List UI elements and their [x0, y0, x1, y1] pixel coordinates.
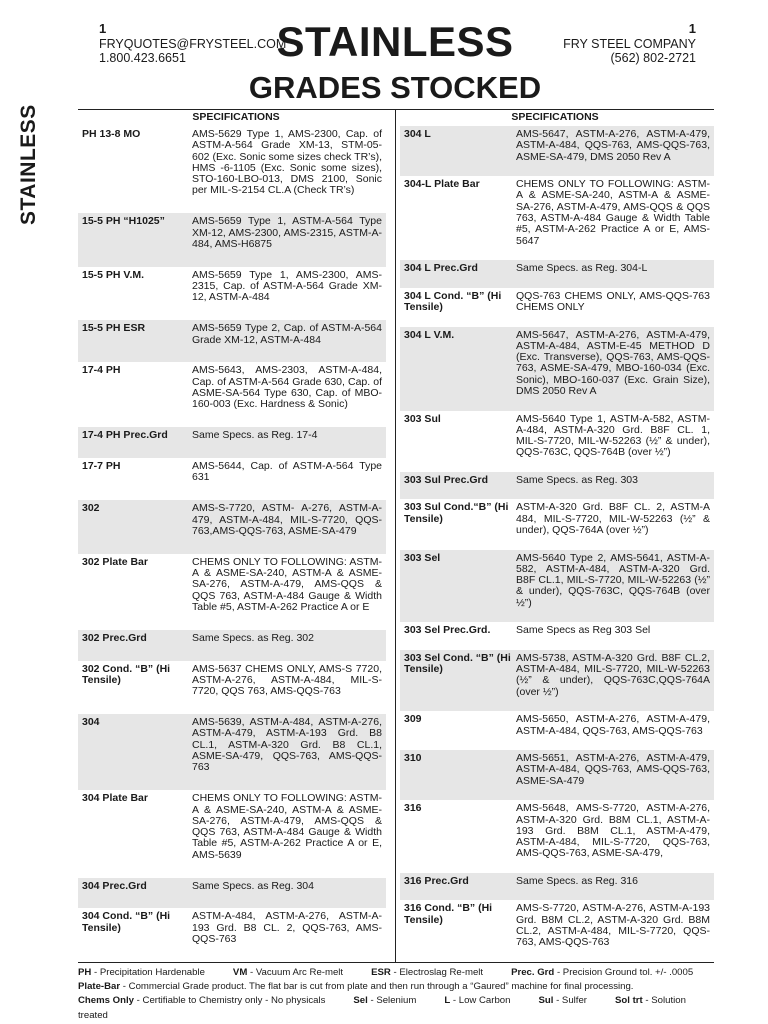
grade-specifications: CHEMS ONLY TO FOLLOWING: ASTM-A & ASME-SA-240, ASTM-A & ASME-SA-276, ASTM-A-479, AMS-QQS & QQS 763, ASTM-A-484 Gauge & Width Table #5, ASTM-A-262 Practice A or E	[192, 555, 382, 613]
table-row	[400, 873, 714, 901]
grade-specifications: Same Specs. as Reg. 304-L	[516, 262, 648, 275]
grade-name: 302 Plate Bar	[82, 555, 148, 568]
table-row	[400, 750, 714, 800]
legend-abbr: VM	[232, 967, 248, 978]
grade-name: 316 Cond. “B” (Hi Tensile)	[404, 902, 493, 926]
table-row	[78, 458, 386, 500]
grade-name: 302 Cond. “B” (Hi Tensile)	[82, 662, 171, 686]
table-row	[400, 288, 714, 327]
legend-abbr: ESR	[371, 967, 391, 978]
legend-item	[511, 967, 695, 978]
page-subtitle: GRADES STOCKED	[248, 70, 542, 105]
table-row	[400, 260, 714, 288]
grade-name: 303 Sul Cond.“B” (Hi Tensile)	[404, 501, 509, 525]
grade-specifications: AMS-5659 Type 2, Cap. of ASTM-A-564 Grade XM-12, ASTM-A-484	[192, 322, 382, 346]
legend-item	[444, 995, 512, 1006]
grade-name: 17-7 PH	[82, 460, 121, 473]
legend-line-2	[78, 980, 714, 994]
grade-name: 303 Sel Prec.Grd.	[404, 624, 491, 637]
legend-desc: - Precision Ground tol. +/- .0005	[554, 967, 694, 978]
grade-specifications: AMS-5738, ASTM-A-320 Grd. B8F CL.2, ASTM-A-484, MIL-S-7720, MIL-W-52263 (½” & under), QQS-763C,QQS-764A (over ½”)	[516, 651, 710, 698]
phone-number: 1.800.423.6651	[99, 51, 186, 65]
legend-item	[353, 995, 418, 1006]
bottom-rule	[78, 962, 714, 963]
legend-item	[233, 967, 345, 978]
table-row	[78, 908, 386, 961]
grade-specifications: AMS-5648, AMS-S-7720, ASTM-A-276, ASTM-A-320 Grd. B8M CL.1, ASTM-A-193 Grd. B8M CL.1, ASTM-A-479, ASTM-A-484, MIL-S-7720, QQS-763, AMS-QQS-763, ASME-SA-479,	[516, 802, 710, 860]
table-row	[78, 213, 386, 266]
grade-specifications: Same Specs. as Reg. 17-4	[192, 429, 318, 442]
grade-specifications: Same Specs. as Reg. 316	[516, 874, 638, 887]
page-number-left: 1	[99, 21, 107, 36]
email-address: FRYQUOTES@FRYSTEEL.COM	[99, 36, 287, 51]
grade-name: 304 Cond. “B” (Hi Tensile)	[82, 910, 171, 934]
table-row	[78, 267, 386, 320]
legend-desc: - Precipitation Hardenable	[91, 967, 205, 978]
grade-specifications: AMS-5659 Type 1, ASTM-A-564 Type XM-12, AMS-2300, AMS-2315, ASTM-A-484, AMS-H6875	[192, 215, 382, 250]
legend-abbr: Sul	[538, 995, 554, 1007]
legend-line-3	[78, 994, 714, 1022]
grade-specifications: AMS-5640 Type 2, AMS-5641, ASTM-A-582, ASTM-A-484, ASTM-A-320 Grd. B8F CL.1, MIL-S-7720, MIL-W-52263 (½” & under), QQS-763C, QQS-764B (over ½”)	[516, 551, 710, 609]
legend-abbr: Sel	[353, 995, 368, 1007]
legend-line-1	[78, 966, 714, 980]
grade-specifications: Same Specs as Reg 303 Sel	[516, 624, 651, 637]
grade-name: 303 Sul Prec.Grd	[404, 473, 489, 486]
grade-name: 303 Sul	[404, 412, 441, 425]
grade-name: 302 Prec.Grd	[82, 631, 147, 644]
grade-name: 316 Prec.Grd	[404, 874, 469, 887]
table-row	[78, 714, 386, 790]
legend-desc: - Solution treated	[78, 995, 686, 1021]
legend-item	[78, 995, 327, 1006]
top-rule	[78, 109, 714, 110]
grade-specifications: Same Specs. as Reg. 303	[516, 473, 638, 486]
table-row	[78, 362, 386, 427]
legend-desc: - Low Carbon	[450, 995, 511, 1007]
grade-specifications: AMS-5651, ASTM-A-276, ASTM-A-479, ASTM-A-484, QQS-763, AMS-QQS-763, ASME-SA-479	[516, 752, 710, 787]
grade-specifications: ASTM-A-484, ASTM-A-276, ASTM-A-193 Grd. B8 CL. 2, QQS-763, AMS-QQS-763	[192, 910, 382, 946]
table-row	[400, 900, 714, 961]
right-grades-table	[400, 126, 714, 962]
legend-desc: - Commercial Grade product. The flat bar is cut from plate and then run through a “Gaured” machine for final processing.	[120, 981, 634, 993]
page-number-right: 1	[688, 21, 696, 36]
legend-desc: - Certifiable to Chemistry only - No physicals	[133, 995, 326, 1007]
table-row	[78, 320, 386, 362]
table-row	[400, 800, 714, 873]
grade-name: 304 L Cond. “B” (Hi Tensile)	[404, 289, 502, 313]
table-row	[400, 622, 714, 650]
left-column-header: SPECIFICATIONS	[192, 111, 280, 123]
grade-specifications: CHEMS ONLY TO FOLLOWING: ASTM-A & ASME-SA-240, ASTM-A & ASME-SA-276, ASTM-A-479, AMS-QQS & QQS 763, ASTM-A-484 Gauge & Width Table #5, ASTM-A-262 Practice A or E, AMS-5647	[516, 178, 710, 247]
grade-specifications: AMS-5640 Type 1, ASTM-A-582, ASTM-A-484, ASTM-A-320 Grd. B8F CL. 1, MIL-S-7720, MIL-W-52263 (½” & under), QQS-763C, QQS-764B (over ½”)	[516, 412, 710, 459]
grade-specifications: AMS-5650, ASTM-A-276, ASTM-A-479, ASTM-A-484, QQS-763, AMS-QQS-763	[516, 713, 710, 737]
table-row	[400, 126, 714, 176]
grade-name: 304	[82, 716, 100, 729]
table-row	[400, 472, 714, 500]
table-row	[78, 554, 386, 630]
grade-specifications: CHEMS ONLY TO FOLLOWING: ASTM-A & ASME-SA-240, ASTM-A & ASME-SA-276, ASTM-A-479, AMS-QQS & QQS 763, ASTM-A-484 Gauge & Width Table #5, ASTM-A-262 Practice A or E, AMS-5639	[192, 792, 382, 861]
grade-name: 304 L Prec.Grd	[404, 262, 478, 275]
legend-abbr: Prec. Grd	[511, 967, 555, 978]
table-row	[78, 126, 386, 213]
grade-specifications: AMS-5629 Type 1, AMS-2300, Cap. of ASTM-A-564 Grade XM-13, STM-05-602 (Exc. Sonic some sizes check TR’s), HMS -6-1105 (Exc. Sonic some sizes), STO-160-LBO-013, DMS 2100, Sonic per MIL-S-2154 CL.A (Check TR’s)	[192, 128, 382, 197]
legend-item	[78, 981, 635, 992]
grade-specifications: Same Specs. as Reg. 302	[192, 631, 314, 644]
grade-specifications: AMS-S-7720, ASTM- A-276, ASTM-A-479, ASTM-A-484, MIL-S-7720, QQS-763,AMS-QQS-763, ASME-SA-479	[192, 502, 382, 537]
grade-name: 15-5 PH V.M.	[82, 268, 145, 281]
grade-name: 304 Prec.Grd	[82, 879, 147, 892]
table-row	[78, 790, 386, 877]
grade-name: 17-4 PH Prec.Grd	[82, 429, 168, 442]
legend-desc: - Vacuum Arc Re-melt	[247, 967, 344, 978]
right-column-header: SPECIFICATIONS	[511, 111, 599, 123]
grade-specifications: AMS-S-7720, ASTM-A-276, ASTM-A-193 Grd. B8M CL.2, ASTM-A-320 Grd. B8M CL.2, ASTM-A-484, MIL-S-7720, QQS-763, AMS-QQS-763	[516, 902, 710, 949]
legend-desc: - Electroslag Re-melt	[390, 967, 484, 978]
grade-name: 310	[404, 752, 422, 765]
side-label: STAINLESS	[17, 104, 40, 225]
legend-abbr: L	[444, 995, 451, 1007]
column-divider	[395, 109, 396, 962]
grade-specifications: QQS-763 CHEMS ONLY, AMS-QQS-763 CHEMS ONLY	[516, 289, 710, 313]
grade-name: 304 Plate Bar	[82, 792, 148, 805]
legend-desc: - Selenium	[367, 995, 417, 1007]
grade-name: 304-L Plate Bar	[404, 178, 480, 191]
company-phone: (562) 802-2721	[610, 51, 696, 65]
grade-specifications: AMS-5647, ASTM-A-276, ASTM-A-479, ASTM-A-484, QQS-763, AMS-QQS-763, ASME-SA-479, DMS 2050 Rev A	[516, 128, 710, 163]
table-row	[400, 711, 714, 750]
grade-name: 304 L	[404, 128, 431, 140]
legend-abbr: PH	[78, 967, 92, 978]
grade-specifications: AMS-5659 Type 1, AMS-2300, AMS-2315, Cap. of ASTM-A-564 Grade XM-12, ASTM-A-484	[192, 268, 382, 304]
table-row	[400, 550, 714, 623]
grade-name: PH 13-8 MO	[82, 128, 141, 140]
table-row	[400, 650, 714, 711]
legend-item	[371, 967, 485, 978]
table-row	[78, 427, 386, 458]
grade-specifications: AMS-5644, Cap. of ASTM-A-564 Type 631	[192, 460, 382, 484]
grade-specifications: Same Specs. as Reg. 304	[192, 879, 314, 892]
table-row	[400, 499, 714, 549]
table-row	[78, 661, 386, 714]
legend-item	[78, 967, 207, 978]
grade-name: 303 Sel Cond. “B” (Hi Tensile)	[404, 651, 511, 676]
table-row	[400, 411, 714, 472]
legend-abbr: Plate-Bar	[78, 981, 121, 993]
grade-name: 15-5 PH ESR	[82, 322, 146, 335]
grade-specifications: ASTM-A-320 Grd. B8F CL. 2, ASTM-A 484, MIL-S-7720, MIL-W-52263 (½” & under), QQS-764A (over ½”)	[516, 501, 710, 537]
grade-specifications: AMS-5637 CHEMS ONLY, AMS-S 7720, ASTM-A-276, ASTM-A-484, MIL-S-7720, QQS 763, AMS-QQS-763	[192, 662, 382, 698]
grade-specifications: AMS-5643, AMS-2303, ASTM-A-484, Cap. of ASTM-A-564 Grade 630, Cap. of ASME-SA-564 Type 630, Cap. of MBO-160-003 (Exc. Hardness & Sonic)	[192, 364, 382, 411]
legend-abbr: Sol trt	[615, 995, 643, 1007]
table-row	[400, 176, 714, 260]
grade-name: 304 L V.M.	[404, 328, 455, 341]
legend	[78, 966, 714, 1023]
legend-desc: - Sulfer	[553, 995, 587, 1007]
company-name: FRY STEEL COMPANY	[563, 36, 696, 51]
grade-specifications: AMS-5647, ASTM-A-276, ASTM-A-479, ASTM-A-484, ASTM-E-45 METHOD D (Exc. Transverse), QQS-763, AMS-QQS-763, ASME-SA-479, MBO-160-034 (Exc. Sonic), MBO-160-037 (Exc. Grain Size), DMS 2050 Rev A	[516, 328, 710, 397]
legend-item	[538, 995, 589, 1006]
table-row	[78, 500, 386, 553]
table-row	[400, 327, 714, 411]
page-title: STAINLESS	[276, 18, 514, 65]
grade-name: 303 Sel	[404, 551, 441, 564]
grade-name: 15-5 PH “H1025”	[82, 215, 165, 228]
left-grades-table	[78, 126, 386, 962]
table-row	[78, 630, 386, 661]
table-row	[78, 878, 386, 909]
grade-name: 17-4 PH	[82, 364, 121, 377]
grade-name: 309	[404, 713, 422, 726]
grade-name: 302	[82, 502, 100, 515]
legend-abbr: Chems Only	[78, 995, 134, 1007]
grade-name: 316	[404, 802, 422, 815]
grade-specifications: AMS-5639, ASTM-A-484, ASTM-A-276, ASTM-A-479, ASTM-A-193 Grd. B8 CL.1, ASTM-A-320 Grd. B8 CL.1, ASME-SA-479, QQS-763, AMS-QQS-763	[192, 716, 382, 774]
